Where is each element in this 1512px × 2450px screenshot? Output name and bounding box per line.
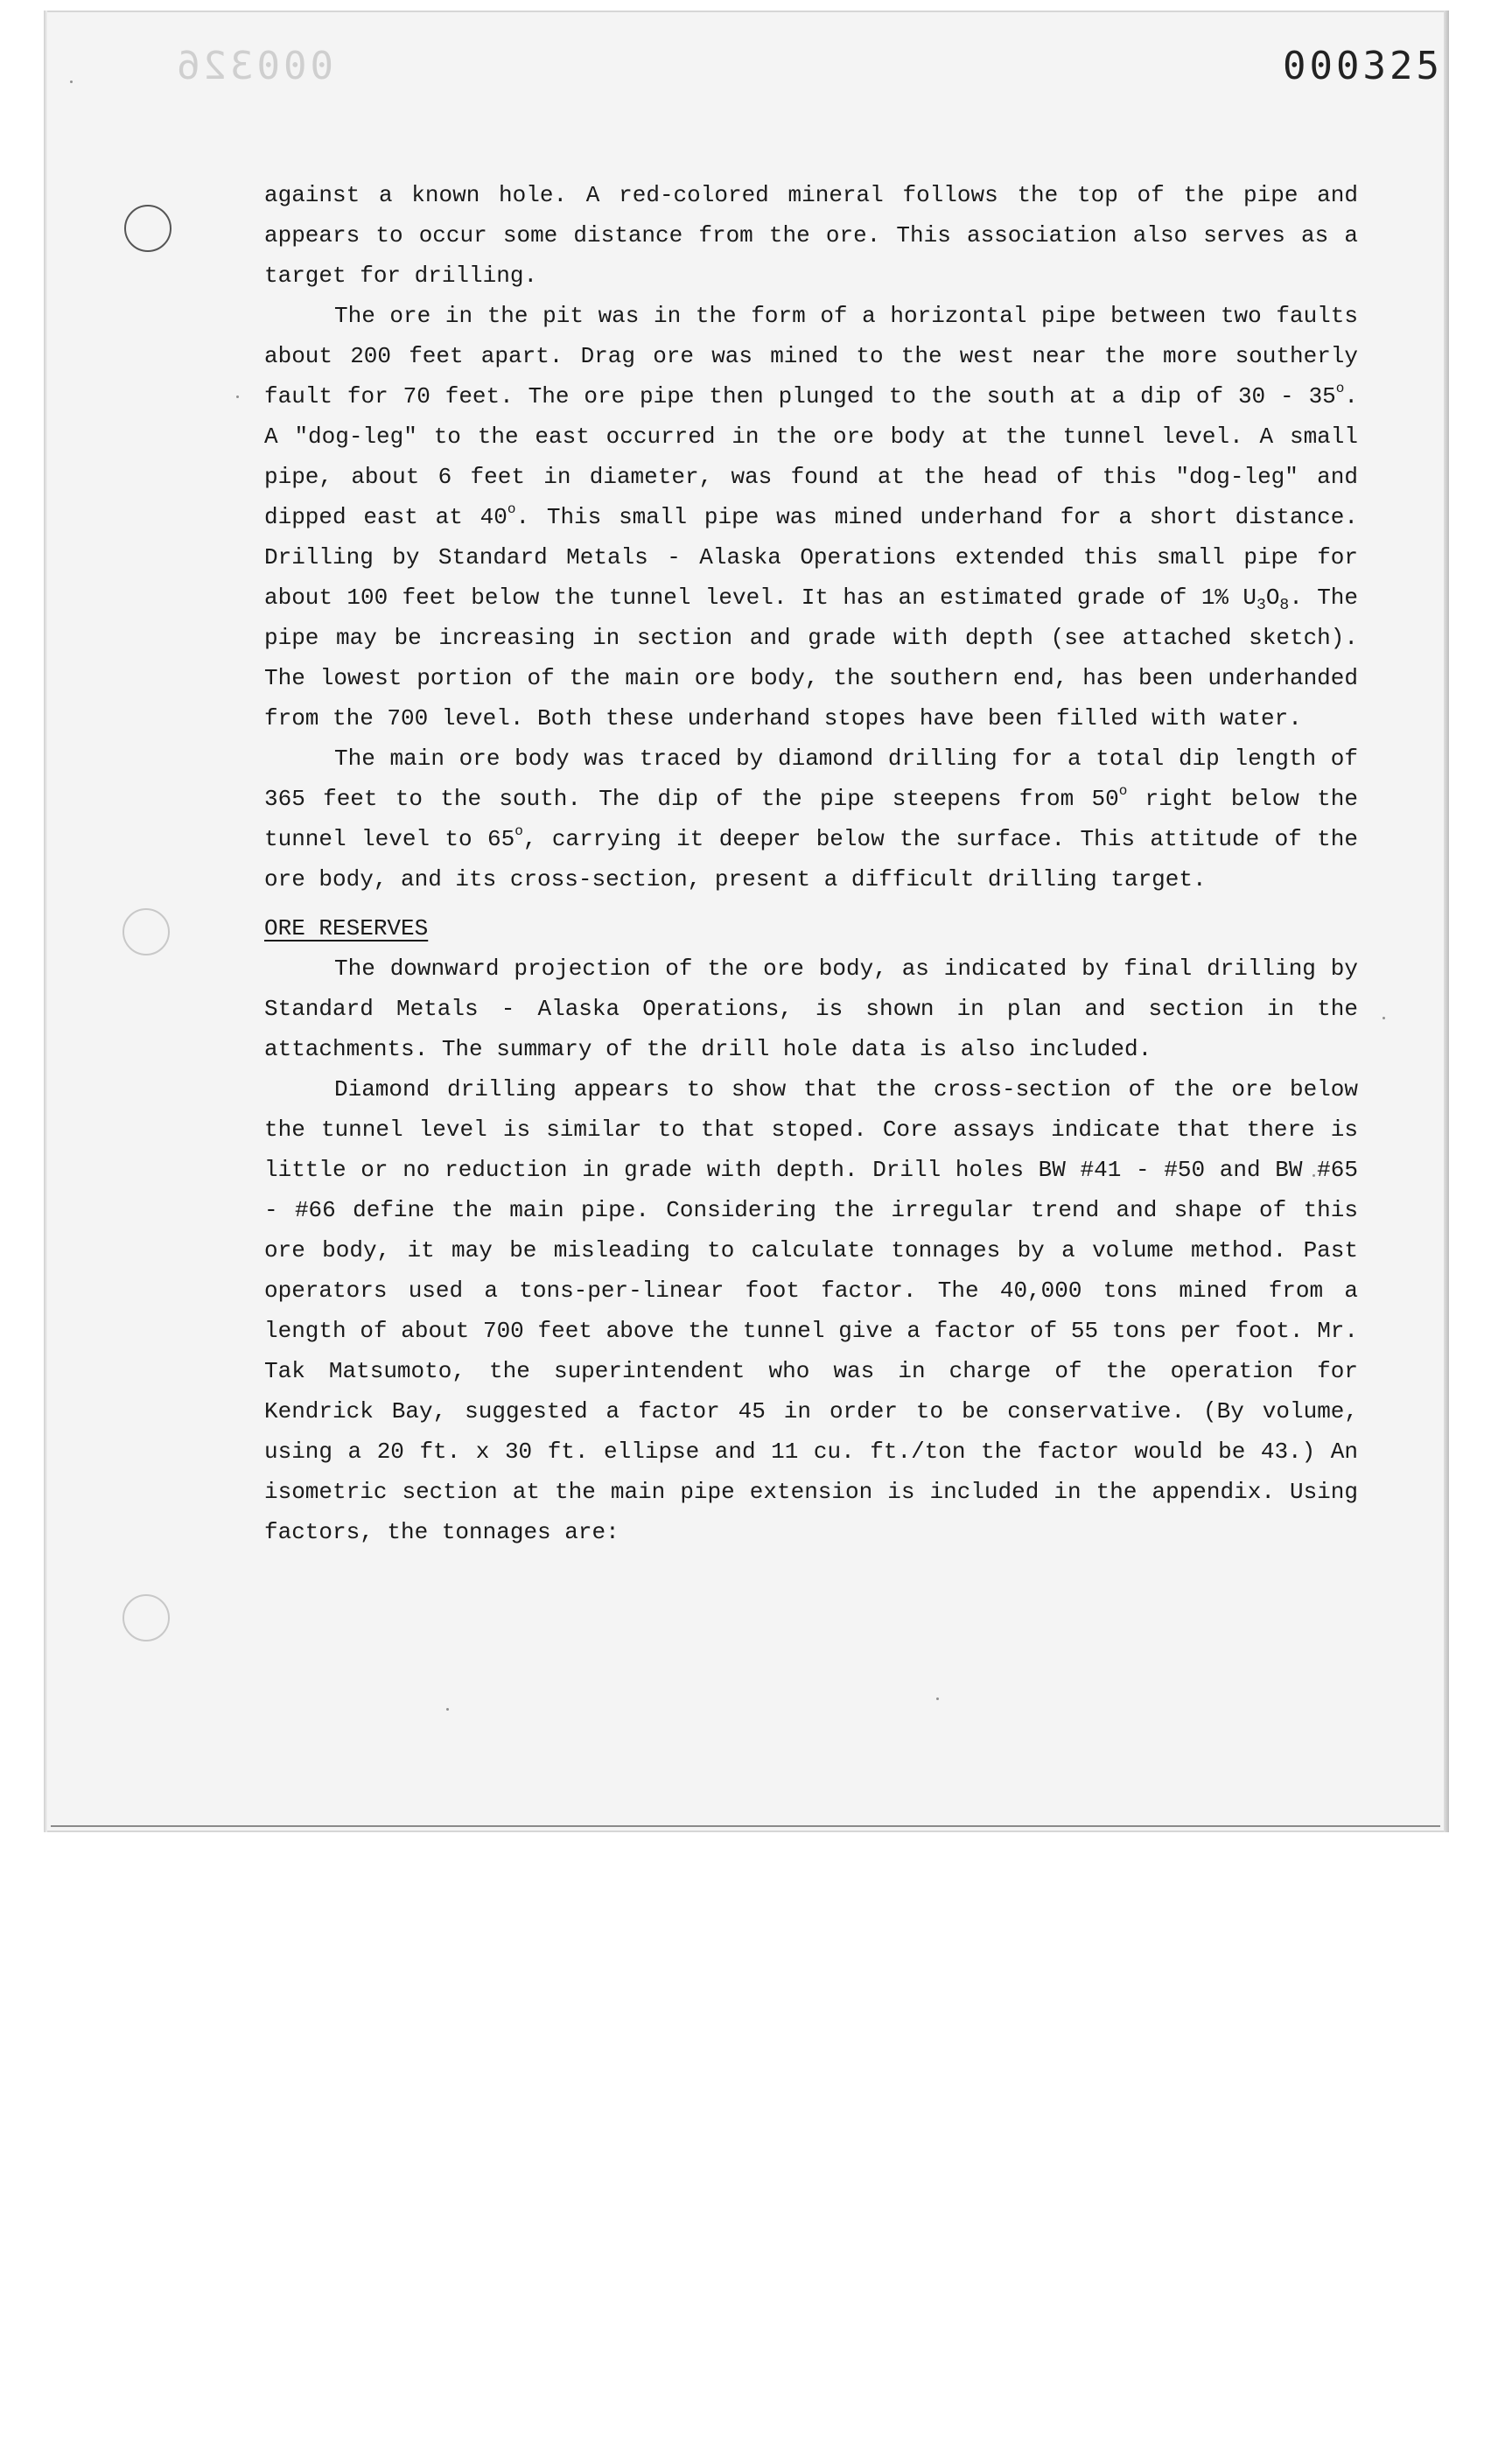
punch-hole-bottom	[122, 1594, 170, 1642]
paragraph-5: Diamond drilling appears to show that the cross-section of the ore below the tunnel level is similar to that stoped. Core assays indicate that there is little or no reduction in grade with depth. Drill holes BW #41 - #50 and BW #65 - #66 define the main pipe. Considering the irregular trend and shape of this ore body, it may be misleading to calculate tonnages by a volume method. Past operators used a tons-per-linear foot factor. The 40,000 tons mined from a length of about 700 feet above the tunnel give a factor of 55 tons per foot. Mr. Tak Matsumoto, the superintendent who was in charge of the operation for Kendrick Bay, suggested a factor 45 in order to be conservative. (By volume, using a 20 ft. x 30 ft. ellipse and 11 cu. ft./ton the factor would be 43.) An isometric section at the main pipe extension is included in the appendix. Using factors, the tonnages are:	[264, 1076, 1358, 1545]
page-number: 000325	[1283, 44, 1443, 88]
scan-speck	[446, 1708, 449, 1711]
paragraph-4: The downward projection of the ore body, as indicated by final drilling by Standard Metals - Alaska Operations, is shown in plan and section in the attachments. The summary of the drill hole data is also included.	[264, 956, 1358, 1062]
paragraph-2: The ore in the pit was in the form of a horizontal pipe between two faults about 200 feet apart. Drag ore was mined to the west near the more southerly fault for 70 feet. The ore pipe then plunged to the south at a dip of 30 - 35$^o$. A "dog-leg" to the east occurred in the ore body at the tunnel level. A small pipe, about 6 feet in diameter, was found at the head of this "dog-leg" and dipped east at 40$^o$. This small pipe was mined underhand for a short distance. Drilling by Standard Metals - Alaska Operations extended this small pipe for about 100 feet below the tunnel level. It has an estimated grade of 1% $U_3O_8$. The pipe may be increasing in section and grade with depth (see attached sketch). The lowest portion of the main ore body, the southern end, has been underhanded from the 700 level. Both these underhand stopes have been filled with water.	[264, 303, 1359, 732]
paragraph-3: The main ore body was traced by diamond drilling for a total dip length of 365 feet to the south. The dip of the pipe steepens from 50$^o$ right below the tunnel level to 65$^o$, carrying it deeper below the surface. This attitude of the ore body, and its cross-section, present a difficult drilling target.	[264, 746, 1358, 892]
scan-speck	[936, 1698, 939, 1700]
punch-hole-top	[124, 205, 172, 252]
section-heading-ore-reserves: ORE RESERVES	[264, 915, 429, 942]
page-bottom-edge	[51, 1825, 1440, 1827]
page-left-edge	[44, 10, 47, 1832]
scan-speck	[1382, 1017, 1385, 1019]
punch-hole-middle	[122, 908, 170, 956]
paragraph-1: against a known hole. A red-colored mineral follows the top of the pipe and appears to occur some distance from the ore. This association also serves as a target for drilling.	[264, 182, 1358, 289]
scan-speck	[70, 80, 73, 83]
page-right-edge	[1444, 10, 1449, 1832]
bleed-through-page-number: 000326	[173, 44, 333, 88]
document-body	[264, 175, 1358, 1552]
scan-speck	[236, 396, 239, 398]
